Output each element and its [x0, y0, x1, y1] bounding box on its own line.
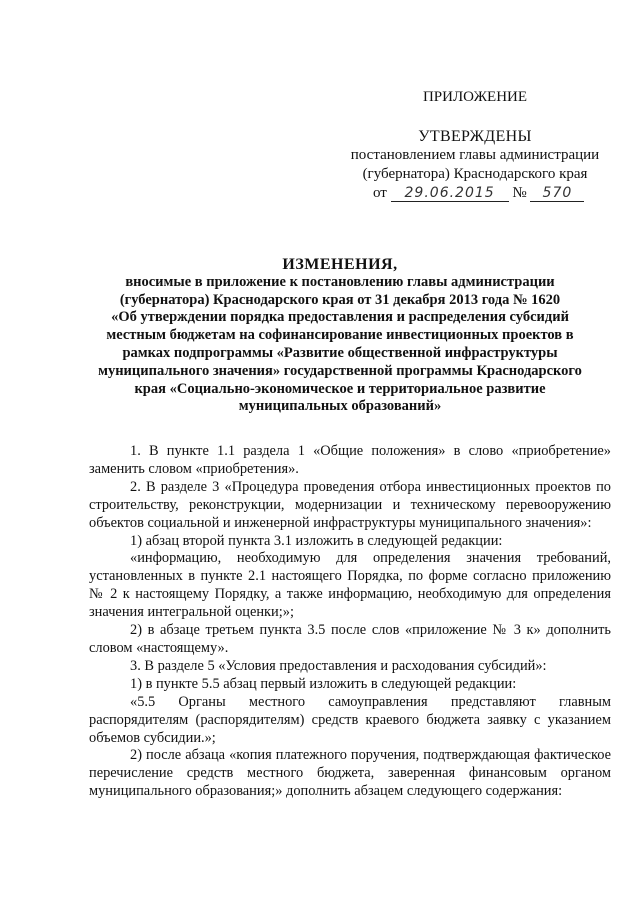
- handwritten-number: 570: [530, 185, 584, 202]
- date-prefix: от: [373, 185, 387, 201]
- paragraph: «5.5 Органы местного самоуправления представляют главным распорядителям (распорядителям) средств краевого бюджета заявку с указанием объемов субсидии.»;: [89, 693, 611, 746]
- paragraph: 1) в пункте 5.5 абзац первый изложить в следующей редакции:: [130, 675, 517, 692]
- title-line: муниципальных образований»: [238, 398, 442, 415]
- title-line: муниципального значения» государственной программы Краснодарского: [98, 362, 582, 379]
- title-line: вносимые в приложение к постановлению главы администрации: [125, 273, 555, 290]
- paragraph: 2) в абзаце третьем пункта 3.5 после слов «приложение № 3 к» дополнить словом «настоящему».: [89, 622, 611, 656]
- number-prefix: №: [512, 185, 527, 201]
- title-heading: ИЗМЕНЕНИЯ,: [282, 256, 398, 273]
- paragraph: «информацию, необходимую для определения значения требований, установленных в пункте 2.1 настоящего Порядка, по форме согласно приложению № 2 к настоящему Порядку, а также информацию, необходимую для определения значения интегральной оценки;»;: [89, 550, 611, 621]
- document-title: [90, 256, 590, 416]
- paragraph: 2. В разделе 3 «Процедура проведения отбора инвестиционных проектов по строительству, реконструкции, модернизации и техническому перевооружению объектов социальной и инженерной инфраструктуры муниципального значения»:: [89, 478, 611, 531]
- approval-line-1: постановлением главы администрации: [350, 147, 600, 163]
- title-line: (губернатора) Краснодарского края от 31 декабря 2013 года № 1620: [119, 291, 561, 308]
- title-line: «Об утверждении порядка предоставления и распределения субсидий: [111, 309, 569, 326]
- title-line: края «Социально-экономическое и территориальное развитие: [134, 380, 546, 397]
- paragraph: 3. В разделе 5 «Условия предоставления и расходования субсидий»:: [130, 657, 547, 674]
- approval-line-2: (губернатора) Краснодарского края: [362, 166, 588, 182]
- handwritten-date: 29.06.2015: [391, 185, 509, 202]
- paragraph: 2) после абзаца «копия платежного поручения, подтверждающая фактическое перечисление средств местного бюджета, заверенная финансовым органом муниципального образования;» дополнить абзацем следующего содержания:: [89, 747, 611, 800]
- appendix-label: ПРИЛОЖЕНИЕ: [422, 89, 528, 105]
- approval-block: [340, 88, 610, 203]
- date-number-line: [340, 184, 610, 203]
- title-line: местным бюджетам на софинансирование инвестиционных проектов в: [106, 327, 574, 344]
- approved-label: УТВЕРЖДЕНЫ: [418, 128, 532, 145]
- document-body: [89, 443, 611, 801]
- paragraph: 1) абзац второй пункта 3.1 изложить в следующей редакции:: [130, 532, 503, 549]
- title-line: рамках подпрограммы «Развитие общественной инфраструктуры: [122, 344, 558, 361]
- paragraph: 1. В пункте 1.1 раздела 1 «Общие положения» в слово «приобретение» заменить словом «приобретения».: [89, 443, 611, 477]
